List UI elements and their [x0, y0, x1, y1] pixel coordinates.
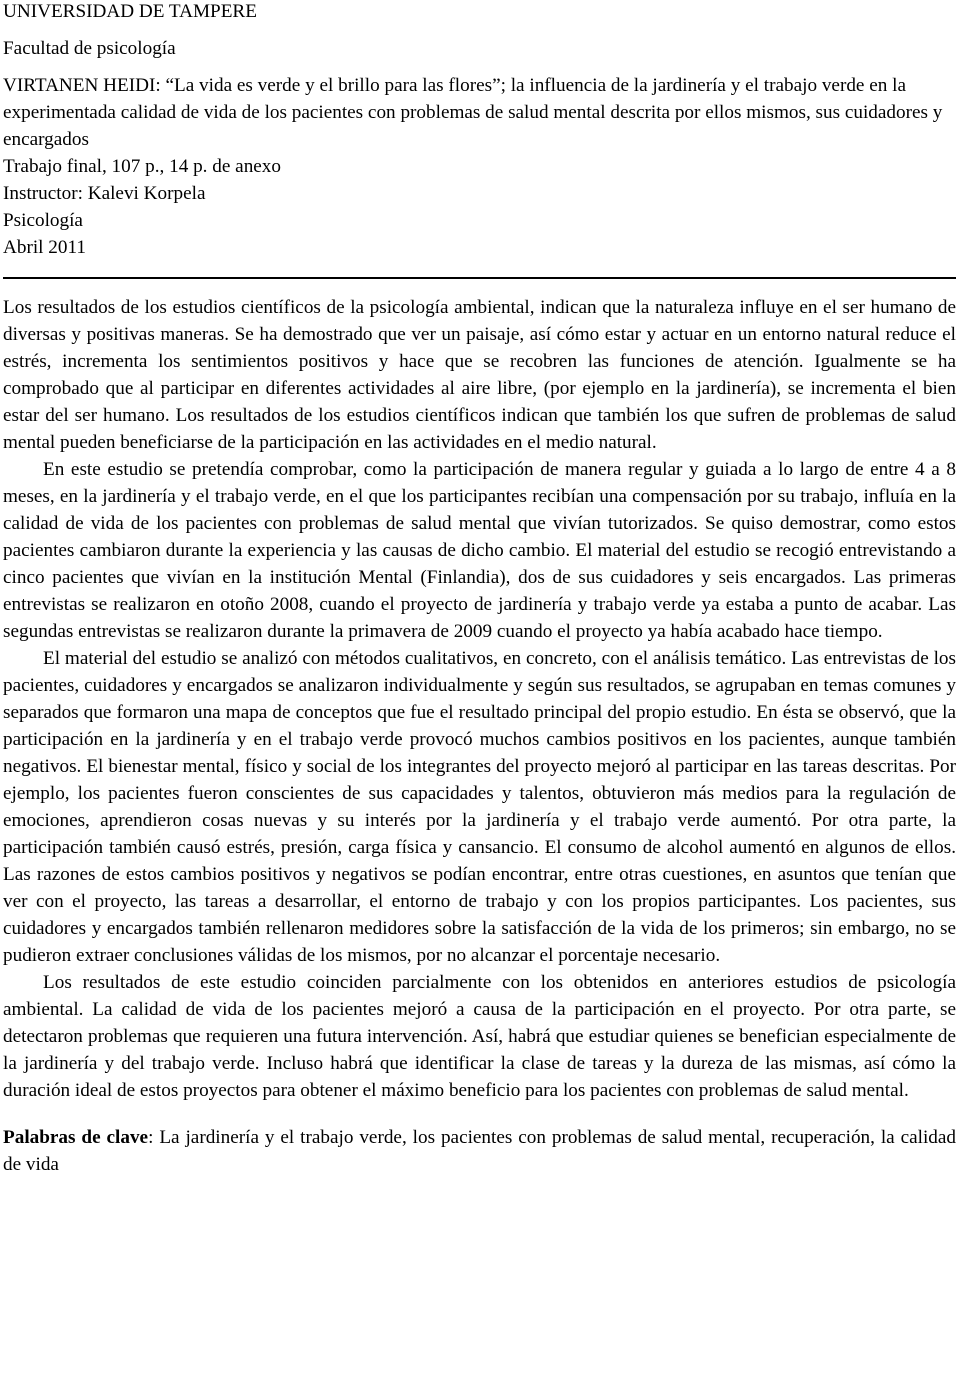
abstract-paragraph-2: En este estudio se pretendía comprobar, como la participación de manera regular y guiada a lo largo de entre 4 a 8 meses, en la jardinería y el trabajo verde, en el que los participantes recibían una compensación por su trabajo, influía en la calidad de vida de los pacientes con problemas de salud mental que vivían tutorizados. Se quiso demostrar, como estos pacientes cambiaron durante la experiencia y las causas de dicho cambio. El material del estudio se recogió entrevistando a cinco pacientes que vivían en la institución Mental (Finlandia), dos de sus cuidadores y seis encargados. Las primeras entrevistas se realizaron en otoño 2008, cuando el proyecto de jardinería y trabajo verde ya estaba a punto de acabar. Las segundas entrevistas se realizaron durante la primavera de 2009 cuando el proyecto ya había acabado hace tiempo. [3, 459, 956, 642]
abstract-paragraph-4: Los resultados de este estudio coinciden parcialmente con los obtenidos en anteriores estudios de psicología ambiental. La calidad de vida de los pacientes mejoró a causa de la participación en el proyecto. Por otra parte, se detectaron problemas que requieren una futura intervención. Así, habrá que estudiar quienes se benefician especialmente de la jardinería y del trabajo verde. Incluso habrá que identificar la clase de tareas y la dureza de las mismas, así cómo la duración ideal de estos proyectos para obtener el máximo beneficio para los pacientes con problemas de salud mental. [3, 972, 956, 1101]
spacer [3, 25, 956, 35]
document-page [3, 0, 956, 1178]
thesis-title: VIRTANEN HEIDI: “La vida es verde y el brillo para las flores”; la influencia de la jardinería y el trabajo verde en la experimentada calidad de vida de los pacientes con problemas de salud mental descrita por ellos mismos, sus cuidadores y encargados [3, 75, 943, 150]
subject: Psicología [3, 210, 83, 231]
work-info: Trabajo final, 107 p., 14 p. de anexo [3, 156, 281, 177]
instructor: Instructor: Kalevi Korpela [3, 183, 206, 204]
keywords-text: La jardinería y el trabajo verde, los pacientes con problemas de salud mental, recuperación, la calidad de vida [3, 1127, 957, 1175]
faculty-name: Facultad de psicología [3, 38, 176, 59]
date: Abril 2011 [3, 237, 86, 258]
abstract-paragraph-1: Los resultados de los estudios científicos de la psicología ambiental, indican que la naturaleza influye en el ser humano de diversas y positivas maneras. Se ha demostrado que ver un paisaje, así cómo estar y actuar en un entorno natural reduce el estrés, incrementa los sentimientos positivos y hace que se recobren las funciones de atención. Igualmente se ha comprobado que al participar en diferentes actividades al aire libre, (por ejemplo en la jardinería), se incrementa el bien estar del ser humano. Los resultados de los estudios científicos indican que también los que sufren de problemas de salud mental pueden beneficiarse de la participación en las actividades en el medio natural. [3, 297, 956, 453]
abstract [3, 294, 956, 1104]
keywords-separator: : [148, 1127, 154, 1148]
keywords-label: Palabras de clave [3, 1127, 149, 1148]
abstract-paragraph-3: El material del estudio se analizó con métodos cualitativos, en concreto, con el análisis temático. Las entrevistas de los pacientes, cuidadores y encargados se analizaron individualmente y según sus resultados, se agrupaban en temas comunes y separados que formaron una mapa de conceptos que fue el resultado principal del propio estudio. En ésta se observó, que la participación en la jardinería y en el trabajo verde provocó muchos cambios positivos en los pacientes, aunque también negativos. El bienestar mental, físico y social de los integrantes del proyecto mejoró al participar en las tareas descritas. Por ejemplo, los pacientes fueron conscientes de sus capacidades y talentos, obtuvieron más medios para la regulación de emociones, aprendieron cosas nuevas y su interés por la jardinería y el trabajo verde aumentó. Por otra parte, la participación también causó estrés, presión, carga física y cansancio. El consumo de alcohol aumentó en algunos de ellos. Las razones de estos cambios positivos y negativos se podían encontrar, entre otras cuestiones, en asuntos que tenían que ver con el proyecto, las tareas a desarrollar, el entorno de trabajo y con los propios participantes. Los pacientes, sus cuidadores y encargados también rellenaron medidores sobre la satisfacción de la vida de los primeros; sin embargo, no se pudieron extraer conclusiones válidas de los mismos, por no alcanzar el porcentaje necesario. [3, 648, 956, 966]
keywords [3, 1124, 956, 1178]
divider [3, 277, 956, 279]
spacer [3, 62, 956, 72]
university-name: UNIVERSIDAD DE TAMPERE [3, 1, 257, 22]
